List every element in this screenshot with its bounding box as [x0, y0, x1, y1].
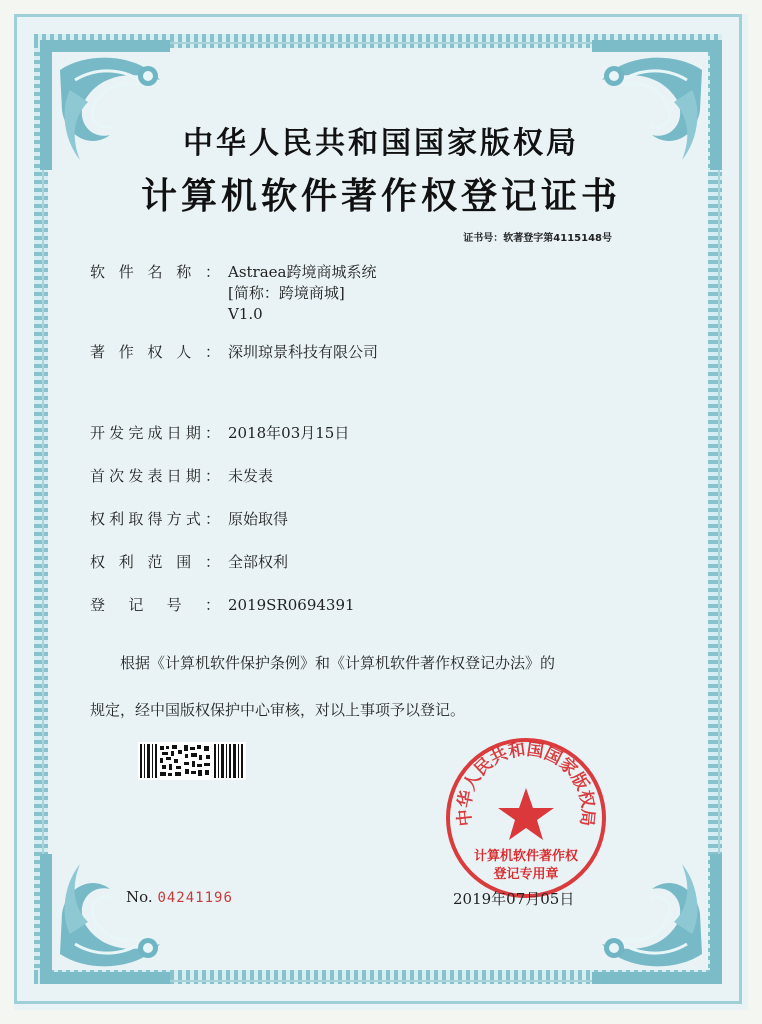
- field-publish-date: [90, 466, 273, 487]
- acquire-method-value: 原始取得: [228, 510, 289, 528]
- field-software-name: [90, 262, 377, 325]
- software-name-line: V1.0: [228, 305, 263, 323]
- owner-label: 著作权人：: [90, 343, 220, 361]
- software-name-value: [228, 262, 377, 325]
- field-completion-date: [90, 423, 349, 444]
- certificate-number: 证书号：软著登字第4115148号: [463, 233, 612, 244]
- field-owner: [90, 342, 378, 363]
- seal-arc-text: 中华人民共和国国家版权局: [454, 739, 598, 828]
- official-seal: [444, 736, 608, 900]
- registration-number-value: 2019SR0694391: [228, 596, 355, 614]
- completion-date-label: 开发完成日期：: [90, 424, 220, 442]
- issuing-authority: 中华人民共和国国家版权局: [183, 126, 579, 161]
- publish-date-label: 首次发表日期：: [90, 467, 220, 485]
- serial-number: [126, 888, 233, 906]
- certificate-title: 计算机软件著作权登记证书: [140, 175, 621, 217]
- statement-line-2: 规定，经中国版权保护中心审核，对以上事项予以登记。: [90, 701, 466, 719]
- seal-text-line-2: 登记专用章: [493, 867, 559, 882]
- field-rights-scope: [90, 552, 288, 573]
- barcode: [138, 742, 246, 780]
- serial-label: No.: [126, 888, 153, 906]
- publish-date-value: 未发表: [228, 467, 274, 485]
- rights-scope-value: 全部权利: [228, 553, 289, 571]
- software-name-label: 软件名称：: [90, 263, 220, 281]
- seal-text-line-1: 计算机软件著作权: [473, 849, 579, 864]
- field-acquire-method: [90, 509, 288, 530]
- field-registration-number: [90, 595, 355, 616]
- acquire-method-label: 权利取得方式：: [90, 510, 220, 528]
- issue-date: 2019年07月05日: [453, 890, 575, 908]
- software-name-line: [简称：跨境商城]: [228, 284, 345, 302]
- completion-date-value: 2018年03月15日: [228, 424, 350, 442]
- statement-paragraph: [90, 640, 680, 734]
- statement-line-1: 根据《计算机软件保护条例》和《计算机软件著作权登记办法》的: [120, 654, 556, 672]
- software-name-line: Astraea跨境商城系统: [228, 263, 377, 281]
- rights-scope-label: 权利范围：: [90, 553, 220, 571]
- registration-number-label: 登记号：: [90, 596, 220, 614]
- serial-value: 04241196: [157, 890, 233, 906]
- corner-ornament-bottom-left: [30, 844, 180, 994]
- owner-value: 深圳琼景科技有限公司: [228, 343, 379, 361]
